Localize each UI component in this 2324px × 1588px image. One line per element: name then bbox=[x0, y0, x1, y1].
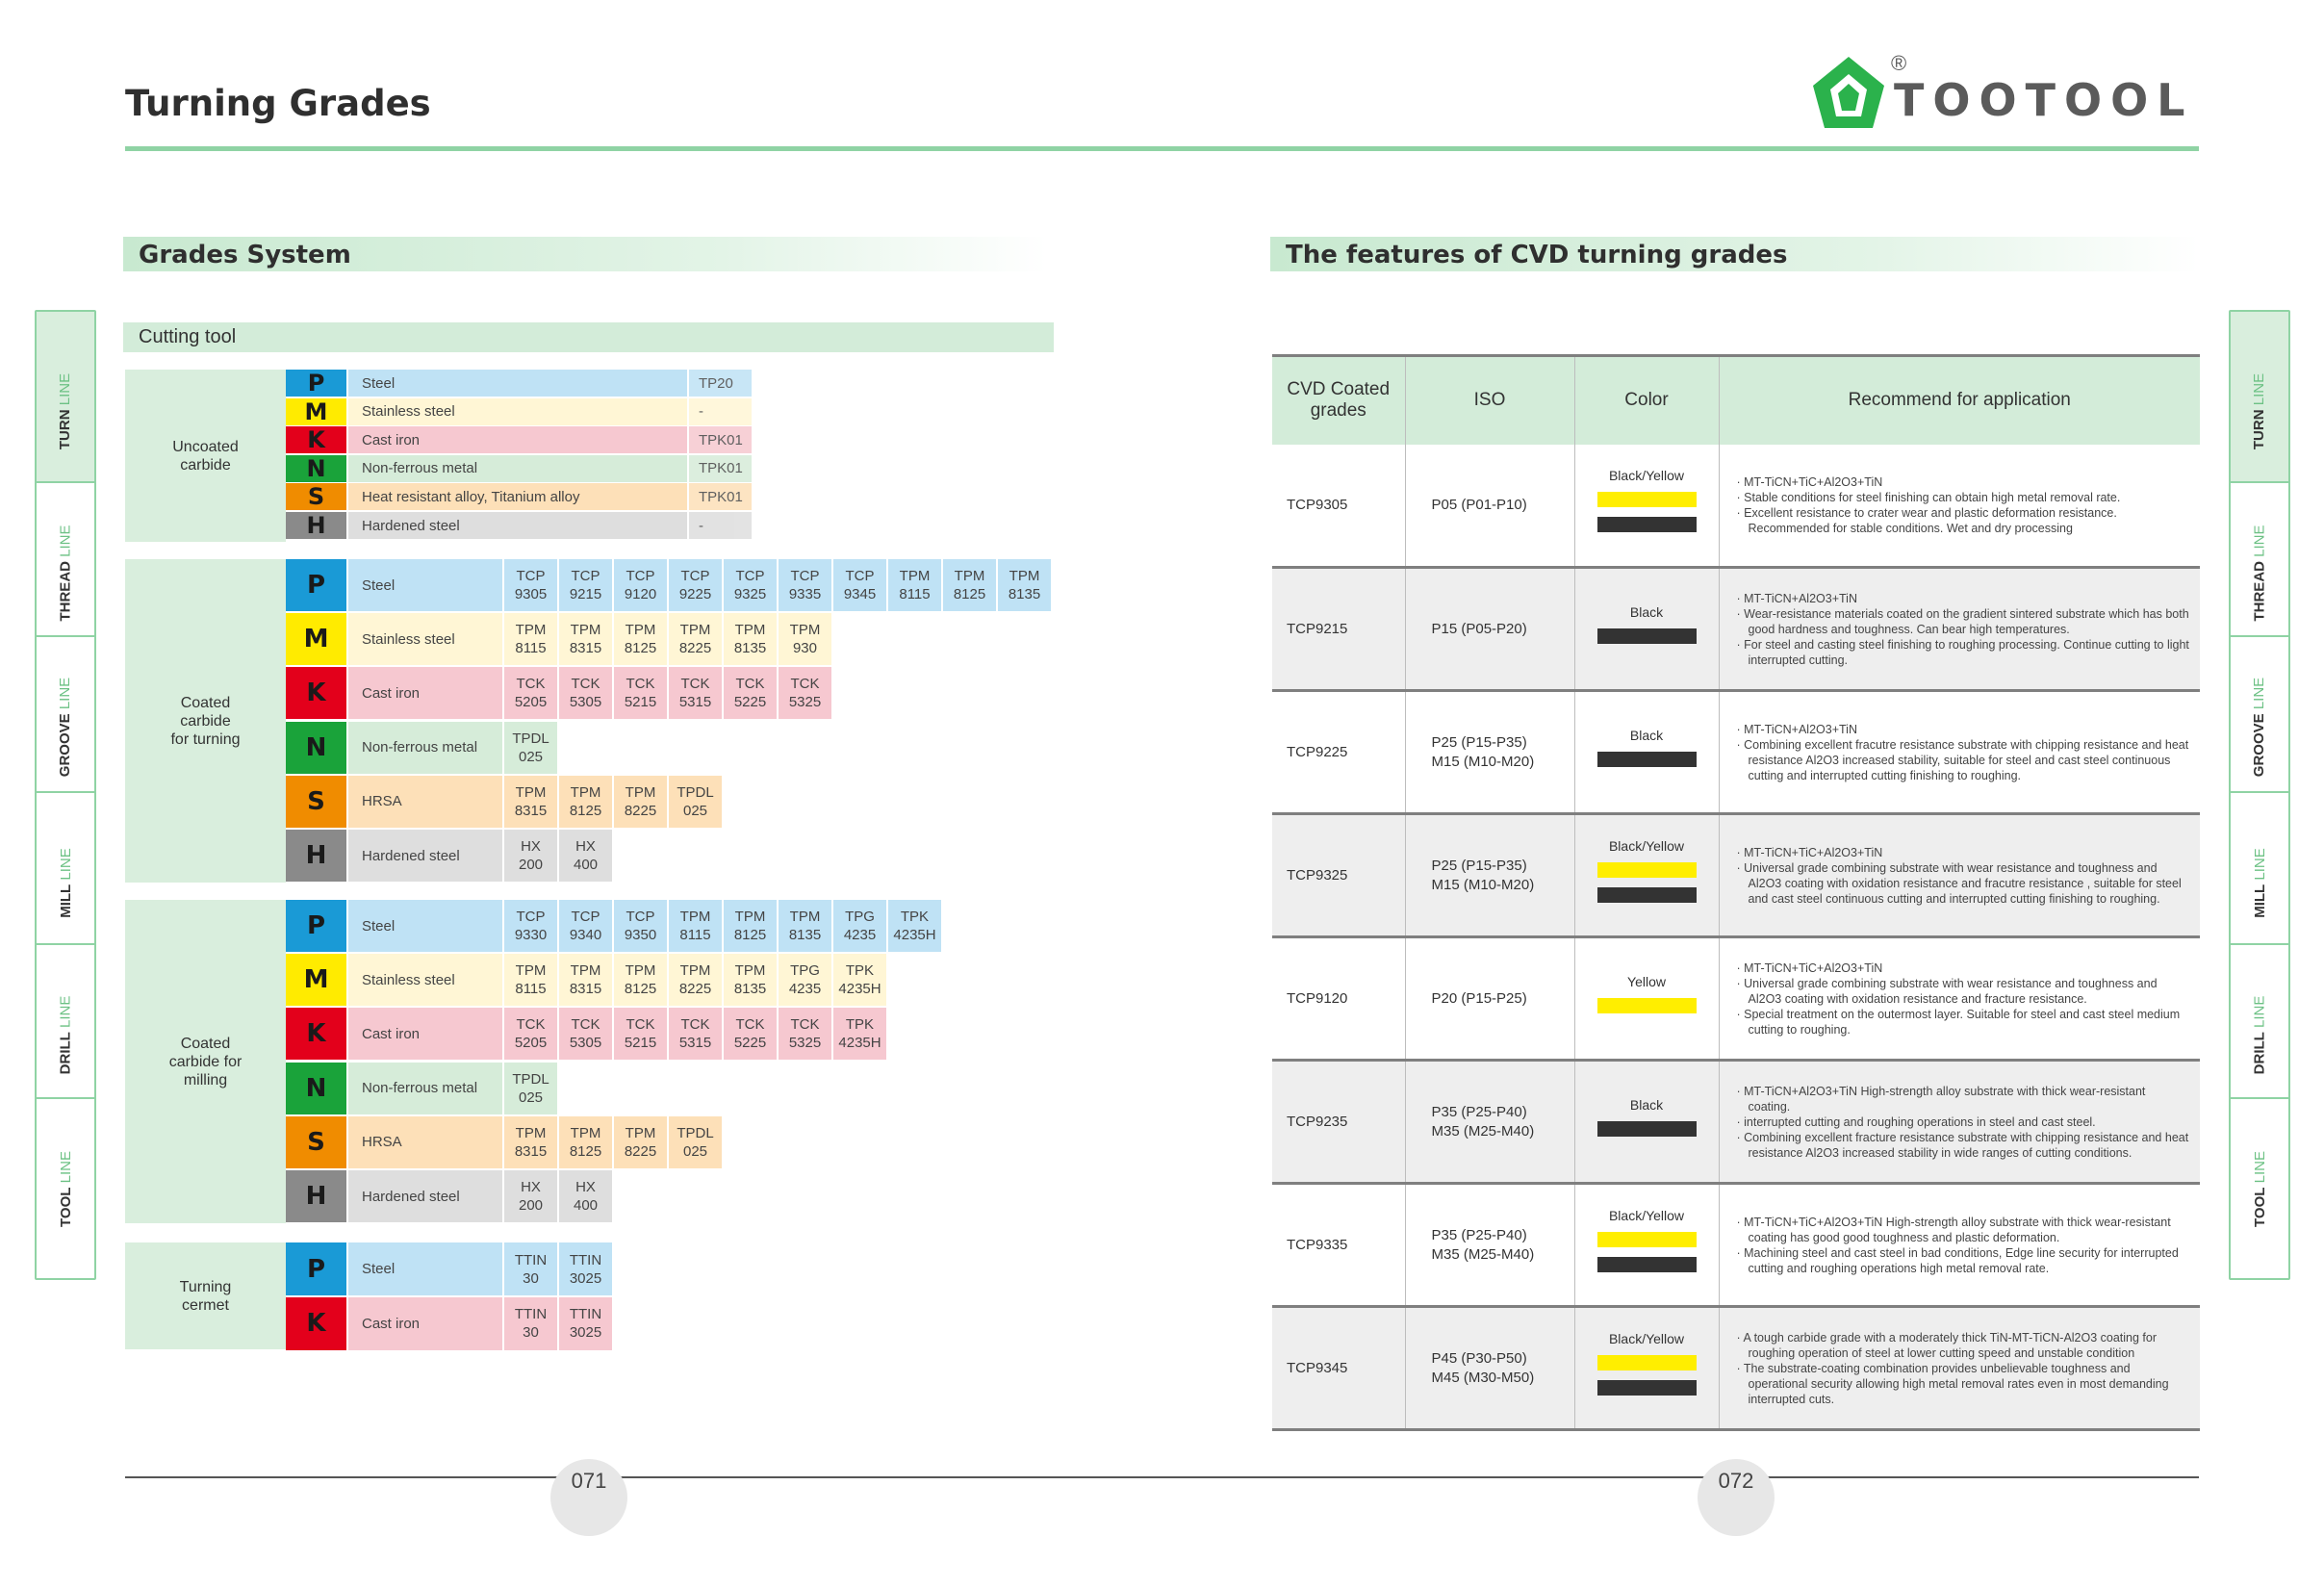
grade-cell: TCK 5205 bbox=[504, 1008, 557, 1060]
tab-line-word: LINE bbox=[2251, 677, 2268, 709]
application-text bbox=[1720, 1084, 2201, 1161]
black-swatch bbox=[1597, 1257, 1697, 1272]
application-cell bbox=[1719, 1307, 2200, 1430]
material-label: Steel bbox=[348, 900, 502, 952]
table-row bbox=[1272, 1061, 2200, 1184]
grade-cell: TPM 8315 bbox=[504, 776, 557, 828]
iso-letter: K bbox=[286, 667, 346, 719]
color-cell bbox=[1574, 1184, 1719, 1307]
grade-cell: TPM 8225 bbox=[614, 776, 667, 828]
grade-name: TCP9325 bbox=[1272, 814, 1405, 937]
color-cell bbox=[1574, 1061, 1719, 1184]
grade-cell: TPM 8125 bbox=[559, 776, 612, 828]
grade-name: TCP9120 bbox=[1272, 937, 1405, 1061]
color-name: Black bbox=[1629, 604, 1664, 620]
grades-system-heading: Grades System bbox=[123, 237, 1047, 271]
material-label: Cast iron bbox=[348, 1297, 502, 1350]
table-row bbox=[286, 1297, 612, 1350]
tab-word: THREAD bbox=[2251, 560, 2268, 622]
yellow-swatch bbox=[1597, 1232, 1697, 1247]
material-label: HRSA bbox=[348, 776, 502, 828]
yellow-swatch bbox=[1597, 1355, 1697, 1370]
side-tab-label bbox=[58, 525, 74, 621]
table-row bbox=[286, 954, 886, 1006]
tootool-logo-icon bbox=[1809, 53, 1888, 132]
iso-range: P20 (P15-P25) bbox=[1405, 937, 1574, 1061]
color-cell bbox=[1574, 1307, 1719, 1430]
grade-name: TCP9335 bbox=[1272, 1184, 1405, 1307]
side-tab-label bbox=[2252, 1151, 2268, 1227]
grade-cell: TPM 930 bbox=[779, 613, 831, 665]
tab-word: THREAD bbox=[57, 560, 74, 622]
grade-cell: TTIN 30 bbox=[504, 1242, 557, 1295]
grade-cell: TPM 8225 bbox=[614, 1116, 667, 1168]
color-name: Black/Yellow bbox=[1608, 838, 1685, 854]
group-label: Coated carbide for milling bbox=[125, 900, 286, 1223]
grade-cell: TPM 8135 bbox=[724, 613, 777, 665]
application-cell bbox=[1719, 568, 2200, 691]
tab-line-word: LINE bbox=[57, 372, 74, 405]
application-text bbox=[1720, 474, 2201, 536]
black-swatch bbox=[1597, 1121, 1697, 1137]
tab-word: MILL bbox=[2251, 884, 2268, 918]
iso-range: P05 (P01-P10) bbox=[1405, 445, 1574, 568]
tab-word: TOOL bbox=[57, 1187, 74, 1227]
color-name: Black bbox=[1629, 1097, 1664, 1113]
grade-cell: TPK 4235H bbox=[833, 1008, 886, 1060]
cvd-grades-table bbox=[1272, 354, 2200, 1431]
application-text bbox=[1720, 591, 2201, 668]
iso-range: P45 (P30-P50) M45 (M30-M50) bbox=[1405, 1307, 1574, 1430]
application-text bbox=[1720, 1330, 2201, 1407]
side-tab-label bbox=[58, 1151, 74, 1227]
grade-code: TPK01 bbox=[689, 455, 752, 482]
footer-rule bbox=[125, 1476, 2199, 1478]
color-name: Yellow bbox=[1627, 974, 1666, 989]
grade-cell: TPM 8125 bbox=[614, 954, 667, 1006]
black-swatch bbox=[1597, 887, 1697, 903]
application-line: · MT-TiCN+TiC+Al2O3+TiN bbox=[1736, 845, 1883, 859]
grade-cell: TPM 8135 bbox=[998, 559, 1051, 611]
iso-range: P35 (P25-P40) M35 (M25-M40) bbox=[1405, 1061, 1574, 1184]
material-label: Stainless steel bbox=[348, 613, 502, 665]
black-swatch bbox=[1597, 517, 1697, 532]
table-row bbox=[286, 830, 612, 882]
iso-letter: H bbox=[286, 1170, 346, 1222]
grade-name: TCP9225 bbox=[1272, 691, 1405, 814]
black-swatch bbox=[1597, 752, 1697, 767]
color-name: Black/Yellow bbox=[1608, 468, 1685, 484]
grade-cell: TCK 5215 bbox=[614, 1008, 667, 1060]
grade-cell: TCK 5225 bbox=[724, 667, 777, 719]
grade-cell: TCP 9350 bbox=[614, 900, 667, 952]
tab-line-word: LINE bbox=[57, 847, 74, 881]
page-title: Turning Grades bbox=[125, 83, 431, 124]
grade-cell: TPG 4235 bbox=[779, 954, 831, 1006]
color-name: Black/Yellow bbox=[1608, 1331, 1685, 1346]
group-label: Turning cermet bbox=[125, 1242, 286, 1349]
material-label: Steel bbox=[348, 559, 502, 611]
material-label: Stainless steel bbox=[348, 954, 502, 1006]
iso-letter: S bbox=[286, 776, 346, 828]
material-label: Heat resistant alloy, Titanium alloy bbox=[348, 483, 687, 510]
grade-cell: TPK 4235H bbox=[888, 900, 941, 952]
table-row bbox=[286, 398, 752, 425]
tab-line-word: LINE bbox=[2251, 1150, 2268, 1183]
group-label: Uncoated carbide bbox=[125, 370, 286, 542]
header-application: Recommend for application bbox=[1719, 356, 2200, 445]
grade-cell: TPM 8315 bbox=[504, 1116, 557, 1168]
grade-cell: TCK 5315 bbox=[669, 1008, 722, 1060]
iso-letter: P bbox=[286, 370, 346, 397]
table-row bbox=[286, 1116, 722, 1168]
yellow-swatch bbox=[1597, 998, 1697, 1013]
grade-cell: TCK 5325 bbox=[779, 1008, 831, 1060]
side-tab-label bbox=[2252, 995, 2268, 1074]
grade-cell: TPDL 025 bbox=[669, 1116, 722, 1168]
color-cell bbox=[1574, 937, 1719, 1061]
application-line: · A tough carbide grade with a moderately thick TiN-MT-TiCN-Al2O3 coating for roughing operation of steel at lower cutting speed and unstable condition bbox=[1736, 1330, 2158, 1360]
color-cell bbox=[1574, 691, 1719, 814]
table-row bbox=[1272, 1307, 2200, 1430]
page-number-right: 072 bbox=[1698, 1459, 1775, 1536]
iso-letter: M bbox=[286, 613, 346, 665]
tab-line-word: LINE bbox=[57, 995, 74, 1028]
application-line: · MT-TiCN+Al2O3+TiN bbox=[1736, 591, 1857, 605]
iso-letter: P bbox=[286, 559, 346, 611]
application-text bbox=[1720, 722, 2201, 783]
grade-name: TCP9345 bbox=[1272, 1307, 1405, 1430]
table-row bbox=[286, 1170, 612, 1222]
table-row bbox=[1272, 568, 2200, 691]
side-tab-label bbox=[58, 995, 74, 1074]
table-row bbox=[286, 483, 752, 510]
material-label: Steel bbox=[348, 1242, 502, 1295]
application-line: · MT-TiCN+TiC+Al2O3+TiN bbox=[1736, 474, 1883, 489]
material-label: Stainless steel bbox=[348, 398, 687, 425]
tab-word: TOOL bbox=[2251, 1187, 2268, 1227]
grade-cell: TCP 9330 bbox=[504, 900, 557, 952]
grade-code: TP20 bbox=[689, 370, 752, 397]
application-line: · interrupted cutting and roughing operations in steel and cast steel. bbox=[1736, 1114, 2096, 1129]
iso-letter: S bbox=[286, 1116, 346, 1168]
side-tab-label bbox=[58, 848, 74, 918]
table-row bbox=[286, 559, 1051, 611]
application-cell bbox=[1719, 814, 2200, 937]
cvd-features-heading: The features of CVD turning grades bbox=[1270, 237, 2199, 271]
table-row bbox=[286, 667, 831, 719]
table-row bbox=[1272, 445, 2200, 568]
grade-code: - bbox=[689, 512, 752, 539]
table-row bbox=[286, 1242, 612, 1295]
grade-cell: TCK 5305 bbox=[559, 1008, 612, 1060]
application-line: · The substrate-coating combination provides unbelievable toughness and operational security allowing high metal removal rates even in most demanding interrupted cuts. bbox=[1736, 1361, 2169, 1406]
material-label: Cast iron bbox=[348, 667, 502, 719]
iso-letter: P bbox=[286, 900, 346, 952]
brand-wordmark: TOOTOOL bbox=[1894, 74, 2194, 126]
registered-mark: ® bbox=[1891, 51, 1907, 75]
table-row bbox=[286, 1008, 886, 1060]
tab-line-word: LINE bbox=[2251, 847, 2268, 881]
tab-line-word: LINE bbox=[2251, 995, 2268, 1028]
grade-cell: TPM 8135 bbox=[779, 900, 831, 952]
grade-cell: TPM 8115 bbox=[504, 954, 557, 1006]
grade-cell: TTIN 3025 bbox=[559, 1297, 612, 1350]
iso-range: P35 (P25-P40) M35 (M25-M40) bbox=[1405, 1184, 1574, 1307]
black-swatch bbox=[1597, 628, 1697, 644]
tab-line-word: LINE bbox=[57, 524, 74, 557]
application-line: · Universal grade combining substrate with wear resistance and toughness and Al2O3 coating with oxidation resistance and fracture resistance. bbox=[1736, 976, 2158, 1006]
tab-word: TURN bbox=[2251, 408, 2268, 449]
iso-range: P25 (P15-P35) M15 (M10-M20) bbox=[1405, 814, 1574, 937]
color-name: Black/Yellow bbox=[1608, 1208, 1685, 1223]
grade-cell: TPM 8135 bbox=[724, 954, 777, 1006]
grade-cell: TPM 8315 bbox=[559, 954, 612, 1006]
group-label: Coated carbide for turning bbox=[125, 559, 286, 883]
side-tab-tool[interactable] bbox=[35, 1097, 96, 1280]
table-row bbox=[1272, 814, 2200, 937]
grade-name: TCP9235 bbox=[1272, 1061, 1405, 1184]
material-label: Cast iron bbox=[348, 426, 687, 453]
side-tab-label bbox=[2252, 848, 2268, 918]
application-text bbox=[1720, 845, 2201, 907]
grade-cell: TPM 8125 bbox=[614, 613, 667, 665]
grade-cell: TPM 8115 bbox=[669, 900, 722, 952]
tab-line-word: LINE bbox=[57, 677, 74, 709]
side-tab-label bbox=[2252, 525, 2268, 621]
table-row bbox=[286, 426, 752, 453]
grade-cell: TCP 9325 bbox=[724, 559, 777, 611]
grade-cell: TCP 9120 bbox=[614, 559, 667, 611]
table-row bbox=[1272, 691, 2200, 814]
table-row bbox=[1272, 1184, 2200, 1307]
yellow-swatch bbox=[1597, 862, 1697, 878]
application-line: · Wear-resistance materials coated on the gradient sintered substrate which has both good hardness and toughness. Can bear high temperatures. bbox=[1736, 606, 2189, 636]
iso-letter: H bbox=[286, 830, 346, 882]
material-label: Cast iron bbox=[348, 1008, 502, 1060]
application-line: · For steel and casting steel finishing to roughing processing. Continue cutting to light interrupted cutting. bbox=[1736, 637, 2189, 667]
grade-cell: TCK 5315 bbox=[669, 667, 722, 719]
grade-cell: HX 400 bbox=[559, 1170, 612, 1222]
iso-range: P25 (P15-P35) M15 (M10-M20) bbox=[1405, 691, 1574, 814]
grade-cell: TPM 8315 bbox=[559, 613, 612, 665]
table-row bbox=[286, 512, 752, 539]
tab-word: TURN bbox=[57, 408, 74, 449]
iso-letter: K bbox=[286, 1297, 346, 1350]
iso-letter: M bbox=[286, 954, 346, 1006]
application-cell bbox=[1719, 1061, 2200, 1184]
grade-cell: TPM 8125 bbox=[724, 900, 777, 952]
grade-cell: TPM 8225 bbox=[669, 613, 722, 665]
color-cell bbox=[1574, 814, 1719, 937]
iso-range: P15 (P05-P20) bbox=[1405, 568, 1574, 691]
tab-word: MILL bbox=[57, 884, 74, 918]
grade-cell: TPDL 025 bbox=[669, 776, 722, 828]
grade-cell: TCK 5215 bbox=[614, 667, 667, 719]
grade-cell: TPDL 025 bbox=[504, 722, 557, 774]
tab-line-word: LINE bbox=[2251, 372, 2268, 405]
header-iso: ISO bbox=[1405, 356, 1574, 445]
grade-cell: TPM 8115 bbox=[888, 559, 941, 611]
grade-cell: TPM 8125 bbox=[559, 1116, 612, 1168]
grade-cell: TPG 4235 bbox=[833, 900, 886, 952]
material-label: Hardened steel bbox=[348, 830, 502, 882]
color-name: Black bbox=[1629, 728, 1664, 743]
material-label: Hardened steel bbox=[348, 1170, 502, 1222]
grade-cell: TCP 9345 bbox=[833, 559, 886, 611]
material-label: Non-ferrous metal bbox=[348, 455, 687, 482]
tab-word: GROOVE bbox=[57, 712, 74, 777]
iso-letter: N bbox=[286, 1063, 346, 1114]
iso-letter: N bbox=[286, 722, 346, 774]
iso-letter: P bbox=[286, 1242, 346, 1295]
color-cell bbox=[1574, 445, 1719, 568]
header-color: Color bbox=[1574, 356, 1719, 445]
application-line: · MT-TiCN+Al2O3+TiN High-strength alloy substrate with thick wear-resistant coating. bbox=[1736, 1084, 2146, 1114]
side-tab-label bbox=[58, 372, 74, 448]
color-cell bbox=[1574, 568, 1719, 691]
tab-line-word: LINE bbox=[57, 1150, 74, 1183]
iso-letter: S bbox=[286, 483, 346, 510]
header-grades: CVD Coated grades bbox=[1272, 356, 1405, 445]
grade-cell: HX 200 bbox=[504, 1170, 557, 1222]
application-line: · Stable conditions for steel finishing can obtain high metal removal rate. bbox=[1736, 490, 2121, 504]
application-line: · MT-TiCN+TiC+Al2O3+TiN bbox=[1736, 960, 1883, 975]
grade-cell: TCP 9225 bbox=[669, 559, 722, 611]
side-tab-label bbox=[2252, 677, 2268, 776]
grade-cell: TTIN 3025 bbox=[559, 1242, 612, 1295]
grade-cell: HX 400 bbox=[559, 830, 612, 882]
application-line: · MT-TiCN+TiC+Al2O3+TiN High-strength alloy substrate with thick wear-resistant coating has good good toughness and plastic deformation. bbox=[1736, 1215, 2171, 1244]
table-row bbox=[286, 1063, 557, 1114]
application-cell bbox=[1719, 445, 2200, 568]
cutting-tool-bar: Cutting tool bbox=[123, 322, 1054, 352]
grade-cell: TCP 9215 bbox=[559, 559, 612, 611]
table-row bbox=[286, 370, 752, 397]
table-row bbox=[286, 900, 941, 952]
grade-cell: TPM 8125 bbox=[943, 559, 996, 611]
table-row bbox=[286, 776, 722, 828]
page-number-left: 071 bbox=[550, 1459, 627, 1536]
table-row bbox=[286, 455, 752, 482]
brand-logo bbox=[1809, 53, 2204, 140]
side-tab-tool[interactable] bbox=[2229, 1097, 2290, 1280]
tab-line-word: LINE bbox=[2251, 524, 2268, 557]
application-line: · Universal grade combining substrate with wear resistance and toughness and Al2O3 coating with oxidation resistance and fracutre resistance , suitable for steel and cast steel continuous cutting and interrupted cutting finishing to roughing. bbox=[1736, 860, 2182, 906]
table-row bbox=[286, 722, 557, 774]
grade-name: TCP9305 bbox=[1272, 445, 1405, 568]
grade-code: - bbox=[689, 398, 752, 425]
tab-word: DRILL bbox=[2251, 1031, 2268, 1074]
grade-code: TPK01 bbox=[689, 483, 752, 510]
grade-cell: TCK 5325 bbox=[779, 667, 831, 719]
application-cell bbox=[1719, 1184, 2200, 1307]
table-row bbox=[286, 613, 831, 665]
grade-cell: TPM 8115 bbox=[504, 613, 557, 665]
material-label: Hardened steel bbox=[348, 512, 687, 539]
grade-name: TCP9215 bbox=[1272, 568, 1405, 691]
grade-cell: TCP 9340 bbox=[559, 900, 612, 952]
grade-cell: TPM 8225 bbox=[669, 954, 722, 1006]
application-text bbox=[1720, 960, 2201, 1037]
grade-cell: TCP 9305 bbox=[504, 559, 557, 611]
material-label: Steel bbox=[348, 370, 687, 397]
yellow-swatch bbox=[1597, 492, 1697, 507]
grade-cell: TTIN 30 bbox=[504, 1297, 557, 1350]
title-rule bbox=[125, 146, 2199, 151]
iso-letter: K bbox=[286, 1008, 346, 1060]
application-text bbox=[1720, 1215, 2201, 1276]
iso-letter: K bbox=[286, 426, 346, 453]
application-line: · Excellent resistance to crater wear and plastic deformation resistance. Recommended for stable conditions. Wet and dry processing bbox=[1736, 505, 2117, 535]
grade-cell: TPDL 025 bbox=[504, 1063, 557, 1114]
material-label: Non-ferrous metal bbox=[348, 1063, 502, 1114]
application-line: · Combining excellent fracutre resistance substrate with chipping resistance and heat resistance Al2O3 increased stability, suitable for steel and cast steel continuous cutting and interrupted cutting finishing to roughing. bbox=[1736, 737, 2189, 782]
grade-cell: TCK 5205 bbox=[504, 667, 557, 719]
application-cell bbox=[1719, 691, 2200, 814]
iso-letter: H bbox=[286, 512, 346, 539]
table-row bbox=[1272, 937, 2200, 1061]
application-line: · Machining steel and cast steel in bad conditions, Edge line security for interrupted cutting and roughing operations high metal removal rate. bbox=[1736, 1245, 2179, 1275]
black-swatch bbox=[1597, 1380, 1697, 1396]
grade-cell: TCP 9335 bbox=[779, 559, 831, 611]
grade-cell: TPK 4235H bbox=[833, 954, 886, 1006]
grade-code: TPK01 bbox=[689, 426, 752, 453]
side-tab-label bbox=[2252, 372, 2268, 448]
material-label: HRSA bbox=[348, 1116, 502, 1168]
material-label: Non-ferrous metal bbox=[348, 722, 502, 774]
application-line: · MT-TiCN+Al2O3+TiN bbox=[1736, 722, 1857, 736]
tab-word: DRILL bbox=[57, 1031, 74, 1074]
grade-cell: TCK 5305 bbox=[559, 667, 612, 719]
application-line: · Special treatment on the outermost layer. Suitable for steel and cast steel medium cutting to roughing. bbox=[1736, 1007, 2181, 1037]
grade-cell: HX 200 bbox=[504, 830, 557, 882]
grade-cell: TCK 5225 bbox=[724, 1008, 777, 1060]
iso-letter: N bbox=[286, 455, 346, 482]
application-cell bbox=[1719, 937, 2200, 1061]
iso-letter: M bbox=[286, 398, 346, 425]
application-line: · Combining excellent fracture resistance substrate with chipping resistance and heat resistance Al2O3 increased stability in wide ranges of cutting conditions. bbox=[1736, 1130, 2189, 1160]
tab-word: GROOVE bbox=[2251, 712, 2268, 777]
side-tab-label bbox=[58, 677, 74, 776]
